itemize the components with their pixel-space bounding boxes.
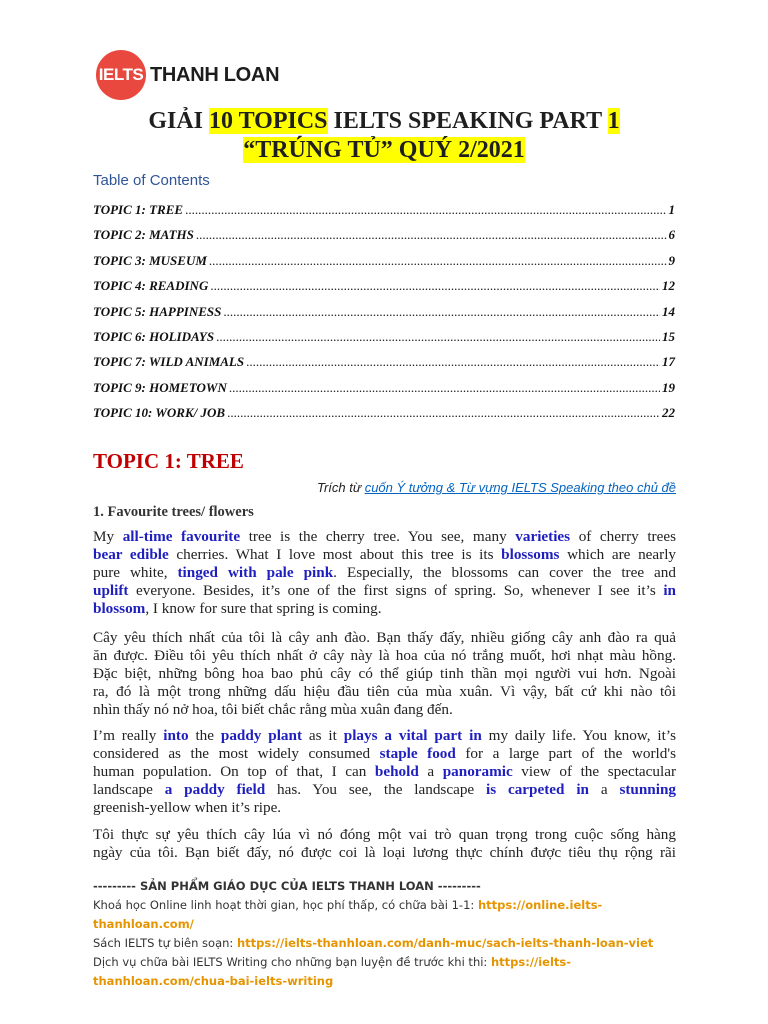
vocabulary-highlight: paddy plant bbox=[220, 727, 303, 744]
paragraph bbox=[93, 727, 676, 817]
toc-item-page: 6 bbox=[668, 227, 675, 243]
text-run: landscape bbox=[93, 781, 165, 798]
paragraph-line bbox=[93, 665, 676, 683]
vocabulary-highlight: tinged with pale pink bbox=[177, 564, 334, 581]
toc-item-label: TOPIC 5: HAPPINESS bbox=[93, 303, 222, 319]
text-run: for a large part of the world's bbox=[455, 745, 676, 762]
title-text: IELTS SPEAKING PART bbox=[327, 108, 608, 134]
footer-link[interactable]: https://online.ielts- bbox=[477, 898, 603, 912]
text-run: view of the spectacular bbox=[512, 763, 677, 780]
vocabulary-highlight: a paddy field bbox=[164, 781, 266, 798]
vocabulary-highlight: all-time favourite bbox=[122, 528, 241, 545]
text-run: tree is the cherry tree. You see, many bbox=[240, 528, 516, 545]
logo-badge-text: IELTS bbox=[98, 65, 144, 84]
toc-item[interactable] bbox=[93, 249, 675, 269]
paragraph bbox=[93, 826, 676, 862]
toc-item-label: TOPIC 4: READING bbox=[93, 278, 209, 294]
footer-row bbox=[93, 896, 693, 915]
toc-leader-dots bbox=[209, 253, 667, 269]
text-run: Tôi thực sự yêu thích cây lúa vì nó đóng một vai trò quan trọng trong cuộc sống hàng bbox=[93, 826, 676, 843]
title-highlight: 10 TOPICS bbox=[209, 108, 328, 134]
toc-item-label: TOPIC 2: MATHS bbox=[93, 227, 194, 243]
toc-item[interactable] bbox=[93, 223, 675, 243]
footer-link[interactable]: https://ielts-thanhloan.com/danh-muc/sach-ielts-thanh-loan-viet bbox=[236, 936, 654, 950]
vocabulary-highlight: panoramic bbox=[442, 763, 513, 780]
toc-item-page: 15 bbox=[662, 329, 675, 344]
document-title-line-2 bbox=[0, 137, 768, 164]
footer-row bbox=[93, 953, 693, 972]
footer-row bbox=[93, 915, 693, 934]
vocabulary-highlight: bear edible bbox=[93, 546, 169, 563]
text-run: human population. On top of that, I can bbox=[93, 763, 375, 780]
footer-link[interactable]: thanhloan.com/chua-bai-ielts-writing bbox=[93, 974, 334, 988]
paragraph-line bbox=[93, 826, 676, 844]
logo bbox=[96, 50, 279, 100]
footer-text: Khoá học Online linh hoạt thời gian, học phí thấp, có chữa bài 1-1: bbox=[93, 898, 478, 912]
text-run: ra, đó là một trong những dấu hiệu đầu tiên của mùa xuân. Vì vậy, bất cứ khi nào tôi bbox=[93, 683, 676, 700]
text-run: ăn được. Điều tôi yêu thích nhất ở cây này là hoa của nó trắng muốt, hơi nhạt màu hồng. bbox=[93, 647, 676, 664]
text-run: , I know for sure that spring is coming. bbox=[145, 600, 382, 617]
text-run: My bbox=[93, 528, 123, 545]
paragraph-line bbox=[93, 763, 676, 781]
toc-item-label: TOPIC 9: HOMETOWN bbox=[93, 379, 227, 395]
toc-leader-dots bbox=[246, 354, 660, 370]
vocabulary-highlight: blossoms bbox=[501, 546, 560, 563]
toc-item-label: TOPIC 3: MUSEUM bbox=[93, 252, 207, 268]
paragraph-line bbox=[93, 799, 676, 817]
vocabulary-highlight: stunning bbox=[619, 781, 677, 798]
toc-item-label: TOPIC 10: WORK/ JOB bbox=[93, 405, 226, 421]
vocabulary-highlight: uplift bbox=[93, 582, 129, 599]
footer-link[interactable]: https://ielts- bbox=[490, 955, 572, 969]
toc-leader-dots bbox=[227, 405, 660, 421]
paragraph-line bbox=[93, 629, 676, 647]
toc-item-page: 22 bbox=[662, 405, 675, 421]
toc-item-label: TOPIC 7: WILD ANIMALS bbox=[93, 354, 245, 370]
paragraph-line bbox=[93, 546, 676, 564]
section-subheading: 1. Favourite trees/ flowers bbox=[93, 504, 254, 520]
text-run: which are nearly bbox=[559, 546, 677, 563]
title-highlight: “TRÚNG TỦ” QUÝ 2/2021 bbox=[243, 137, 525, 163]
logo-text: THANH LOAN bbox=[150, 63, 280, 86]
toc-item-page: 12 bbox=[662, 278, 675, 294]
toc-item[interactable] bbox=[93, 300, 675, 320]
text-run: greenish-yellow when it’s ripe. bbox=[93, 799, 282, 816]
text-run: everyone. Besides, it’s one of the first signs of spring. So, whenever I see it’s bbox=[128, 582, 664, 599]
paragraph-line bbox=[93, 701, 676, 719]
paragraph bbox=[93, 629, 676, 719]
source-link[interactable]: cuốn Ý tưởng & Từ vựng IELTS Speaking theo chủ đề bbox=[364, 480, 676, 495]
paragraph-line bbox=[93, 647, 676, 665]
vocabulary-highlight: into bbox=[163, 727, 189, 744]
paragraph-line bbox=[93, 781, 676, 799]
footer-row bbox=[93, 972, 693, 991]
text-run: has. You see, the landscape bbox=[265, 781, 486, 798]
toc-heading: Table of Contents bbox=[93, 172, 210, 189]
footer-link[interactable]: thanhloan.com/ bbox=[93, 917, 194, 931]
text-run: a bbox=[418, 763, 443, 780]
text-run: considered as the most widely consumed bbox=[93, 745, 380, 762]
title-text: GIẢI bbox=[148, 108, 210, 134]
toc-leader-dots bbox=[216, 329, 660, 345]
toc-item[interactable] bbox=[93, 198, 675, 218]
toc-item-page: 19 bbox=[662, 379, 675, 395]
document-title-line-1 bbox=[0, 108, 768, 135]
text-run: Đặc biệt, những bông hoa bao phủ cây có thể giúp tinh thần mọi người vui hơn. Ngoài bbox=[93, 665, 676, 682]
text-run: of cherry trees bbox=[570, 528, 676, 545]
toc-item-page: 9 bbox=[668, 252, 675, 268]
toc-item-page: 14 bbox=[662, 303, 675, 319]
paragraph-line bbox=[93, 683, 676, 701]
toc-leader-dots bbox=[185, 202, 666, 218]
footer-row bbox=[93, 934, 693, 953]
logo-badge bbox=[96, 50, 146, 100]
toc-item[interactable] bbox=[93, 376, 675, 396]
topic-heading: TOPIC 1: TREE bbox=[93, 449, 244, 473]
text-run: a bbox=[589, 781, 620, 798]
footer bbox=[93, 877, 693, 991]
source-prefix: Trích từ bbox=[316, 480, 365, 495]
footer-text: Dịch vụ chữa bài IELTS Writing cho những bạn luyện đề trước khi thi: bbox=[93, 955, 491, 969]
toc-item[interactable] bbox=[93, 325, 675, 345]
paragraph-line bbox=[93, 844, 676, 862]
text-run: pure white, bbox=[93, 564, 178, 581]
toc-item[interactable] bbox=[93, 350, 675, 370]
paragraph-line bbox=[93, 727, 676, 745]
text-run: my daily life. You know, it’s bbox=[481, 727, 676, 744]
toc-item[interactable] bbox=[93, 274, 675, 294]
paragraph-line bbox=[93, 582, 676, 600]
vocabulary-highlight: staple food bbox=[379, 745, 456, 762]
text-run: ngày của tôi. Bạn biết đấy, nó được coi là loại lương thực chính được tiêu thụ rộng rãi bbox=[93, 844, 676, 861]
text-run: nhìn thấy nó nở hoa, tôi biết chắc rằng mùa xuân đang đến. bbox=[93, 701, 453, 718]
text-run: as it bbox=[302, 727, 344, 744]
text-run: the bbox=[188, 727, 221, 744]
source-citation bbox=[317, 480, 676, 495]
vocabulary-highlight: behold bbox=[374, 763, 419, 780]
paragraph-line bbox=[93, 528, 676, 546]
toc-leader-dots bbox=[223, 304, 660, 320]
vocabulary-highlight: blossom bbox=[93, 600, 146, 617]
paragraph-line bbox=[93, 600, 676, 618]
text-run: . Especially, the blossoms can cover the tree and bbox=[333, 564, 676, 581]
text-run: Cây yêu thích nhất của tôi là cây anh đào. Bạn thấy đấy, nhiều giống cây anh đào ra quả bbox=[93, 629, 676, 646]
vocabulary-highlight: plays a vital part in bbox=[343, 727, 482, 744]
toc-leader-dots bbox=[210, 278, 660, 294]
paragraph-line bbox=[93, 564, 676, 582]
vocabulary-highlight: in bbox=[663, 582, 676, 599]
text-run: I’m really bbox=[93, 727, 164, 744]
toc-item-page: 17 bbox=[662, 354, 675, 370]
vocabulary-highlight: is carpeted in bbox=[486, 781, 589, 798]
vocabulary-highlight: varieties bbox=[515, 528, 571, 545]
toc-leader-dots bbox=[229, 380, 660, 396]
footer-text: Sách IELTS tự biên soạn: bbox=[93, 936, 237, 950]
footer-title: --------- SẢN PHẨM GIÁO DỤC CỦA IELTS THANH LOAN --------- bbox=[93, 879, 481, 893]
paragraph-line bbox=[93, 745, 676, 763]
toc-item[interactable] bbox=[93, 401, 675, 421]
toc-item-label: TOPIC 6: HOLIDAYS bbox=[93, 329, 215, 344]
toc-item-label: TOPIC 1: TREE bbox=[93, 202, 184, 217]
toc-item-page: 1 bbox=[668, 202, 675, 217]
text-run: cherries. What I love most about this tree is its bbox=[168, 546, 502, 563]
title-highlight: 1 bbox=[607, 108, 620, 134]
paragraph bbox=[93, 528, 676, 618]
toc-leader-dots bbox=[196, 227, 667, 243]
